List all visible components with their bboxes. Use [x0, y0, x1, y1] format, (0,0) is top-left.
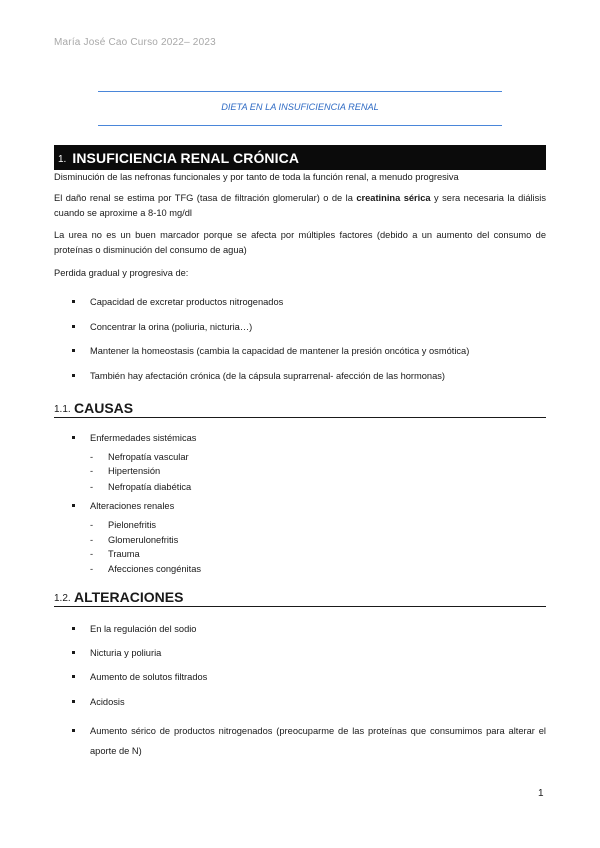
- bullet-icon: [72, 627, 75, 630]
- dash-icon: -: [90, 564, 94, 574]
- sub-list-item-text: Nefropatía diabética: [108, 482, 192, 492]
- list-item-text: Capacidad de excretar productos nitrogenados: [90, 297, 284, 307]
- section-1-heading: [54, 145, 546, 170]
- section-1-1-number: 1.1.: [54, 404, 71, 415]
- banner-top-rule: [98, 91, 502, 92]
- section-1-2-title: ALTERACIONES: [74, 589, 184, 605]
- bullet-icon: [72, 729, 75, 732]
- sub-list-item-text: Glomerulonefritis: [108, 535, 179, 545]
- bullet-icon: [72, 675, 75, 678]
- bullet-icon: [72, 436, 75, 439]
- list-item-text: En la regulación del sodio: [90, 624, 197, 634]
- dash-icon: -: [90, 482, 94, 492]
- paragraph-renal-damage-start: El daño renal se estima por TFG (tasa de filtración glomerular) o de la: [54, 193, 357, 203]
- list-item-text: Enfermedades sistémicas: [90, 433, 197, 443]
- sub-list-item-text: Nefropatía vascular: [108, 452, 189, 462]
- bullet-icon: [72, 504, 75, 507]
- sub-list-item-text: Trauma: [108, 549, 140, 559]
- list-item-text: Nicturia y poliuria: [90, 648, 162, 658]
- section-1-1-title: CAUSAS: [74, 400, 134, 416]
- sub-list-item-text: Afecciones congénitas: [108, 564, 202, 574]
- dash-icon: -: [90, 549, 94, 559]
- bullet-icon: [72, 651, 75, 654]
- dash-icon: -: [90, 452, 94, 462]
- page-number: 1: [538, 788, 544, 799]
- document-title: DIETA EN LA INSUFICIENCIA RENAL: [221, 102, 379, 112]
- list-item-text: Concentrar la orina (poliuria, nicturia…): [90, 322, 253, 332]
- section-1-2-number: 1.2.: [54, 593, 71, 604]
- list-item-text: También hay afectación crónica (de la cápsula suprarrenal- afección de las hormonas): [90, 371, 446, 381]
- bullet-icon: [72, 325, 75, 328]
- section-1-title: INSUFICIENCIA RENAL CRÓNICA: [72, 149, 300, 166]
- banner-bottom-rule: [98, 125, 502, 126]
- paragraph-gradual-loss: Perdida gradual y progresiva de:: [54, 268, 189, 278]
- paragraph-renal-damage: [54, 191, 546, 221]
- list-item-text: Alteraciones renales: [90, 501, 175, 511]
- section-1-1-heading: [54, 397, 546, 418]
- bullet-icon: [72, 300, 75, 303]
- section-1-number: 1.: [58, 153, 67, 165]
- sub-list-item-text: Hipertensión: [108, 466, 161, 476]
- bullet-icon: [72, 349, 75, 352]
- list-item-text: Acidosis: [90, 697, 125, 707]
- header-author: María José Cao Curso 2022– 2023: [54, 37, 216, 48]
- paragraph-urea: La urea no es un buen marcador porque se afecta por múltiples factores (debido a un aumento del consumo de proteínas o disminución del consumo de agua): [54, 230, 546, 255]
- dash-icon: -: [90, 535, 94, 545]
- section-1-2-heading: [54, 586, 546, 607]
- list-item-text: Mantener la homeostasis (cambia la capacidad de mantener la presión oncótica y osmótica): [90, 346, 470, 356]
- dash-icon: -: [90, 466, 94, 476]
- creatinine-term: creatinina sérica: [356, 193, 431, 203]
- dash-icon: -: [90, 520, 94, 530]
- bullet-icon: [72, 374, 75, 377]
- bullet-icon: [72, 700, 75, 703]
- sub-list-item-text: Pielonefritis: [108, 520, 157, 530]
- list-item-text: Aumento de solutos filtrados: [90, 672, 208, 682]
- paragraph-definition: Disminución de las nefronas funcionales y por tanto de toda la función renal, a menudo progresiva: [54, 172, 459, 182]
- paragraph-renal-damage-end: y sera necesaria la diálisis cuando se aproxime a 8-10 mg/dl: [54, 193, 546, 218]
- list-item-text: Aumento sérico de productos nitrogenados (preocuparme de las proteínas que consumimos para alterar el aporte de N): [90, 726, 546, 756]
